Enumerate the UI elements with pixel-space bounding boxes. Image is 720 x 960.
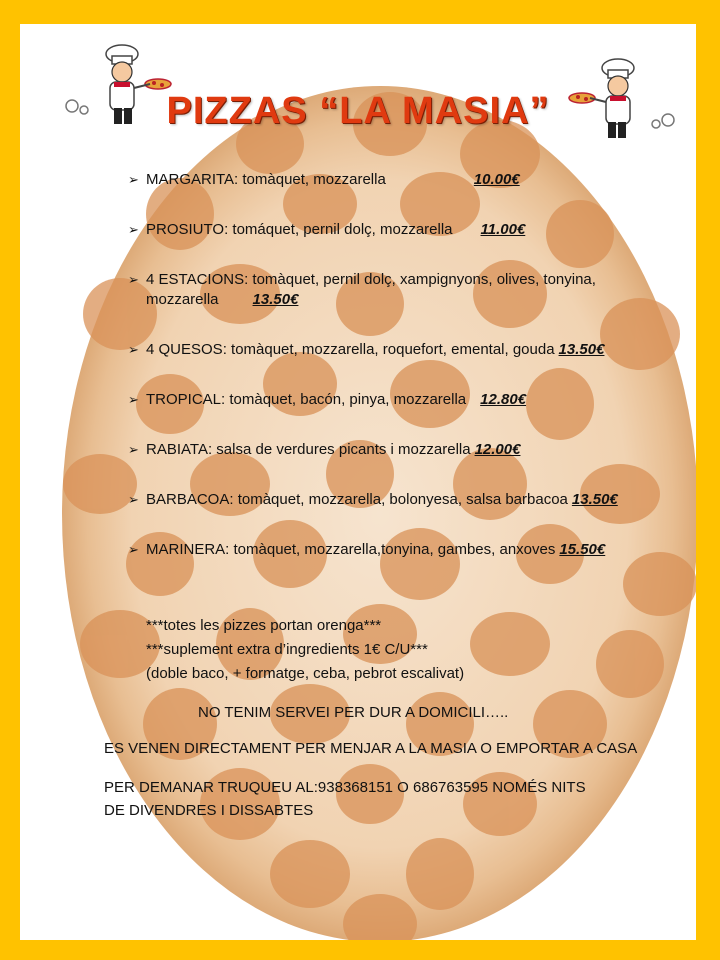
arrow-bullet-icon: ➢ [128, 442, 139, 457]
item-price: 12.00€ [474, 441, 521, 458]
pepperoni-slice [406, 838, 474, 910]
notes [146, 614, 464, 686]
menu-item [128, 440, 688, 460]
arrow-bullet-icon: ➢ [128, 542, 139, 557]
menu-item [128, 170, 688, 190]
arrow-bullet-icon: ➢ [128, 222, 139, 237]
contact-info [104, 776, 586, 822]
arrow-bullet-icon: ➢ [128, 172, 139, 187]
menu-item [128, 340, 688, 360]
note-line: ***suplement extra d’ingredients 1€ C/U*** [146, 641, 428, 658]
item-price: 13.50€ [558, 341, 605, 358]
arrow-bullet-icon: ➢ [128, 272, 139, 287]
note-line: (doble baco, + formatge, ceba, pebrot escalivat) [146, 665, 465, 682]
pepperoni-slice [596, 630, 664, 698]
pizza-menu-list [128, 170, 688, 590]
item-price: 15.50€ [559, 541, 606, 558]
arrow-bullet-icon: ➢ [128, 492, 139, 507]
arrow-bullet-icon: ➢ [128, 392, 139, 407]
item-description: MARINERA: tomàquet, mozzarella,tonyina, gambes, anxoves [146, 541, 556, 558]
note-line: ***totes les pizzes portan orenga*** [146, 617, 382, 634]
item-price: 12.80€ [480, 391, 527, 408]
no-delivery-notice: NO TENIM SERVEI PER DUR A DOMICILI….. [198, 704, 509, 721]
item-price: 10.00€ [473, 171, 520, 188]
menu-item [128, 220, 688, 240]
item-price: 11.00€ [480, 221, 526, 238]
item-description: BARBACOA: tomàquet, mozzarella, bolonyesa, salsa barbacoa [146, 491, 568, 508]
item-description: PROSIUTO: tomáquet, pernil dolç, mozzarella [146, 221, 453, 238]
menu-item [128, 540, 688, 560]
item-description: TROPICAL: tomàquet, bacón, pinya, mozzarella [146, 391, 467, 408]
sales-notice: ES VENEN DIRECTAMENT PER MENJAR A LA MASIA O EMPORTAR A CASA [104, 740, 638, 757]
item-description: 4 ESTACIONS: tomàquet, pernil dolç, xampignyons, olives, tonyina, mozzarella [146, 271, 596, 308]
page-title: PIZZAS “LA MASIA” [166, 90, 550, 132]
pepperoni-slice [470, 612, 550, 676]
item-description: 4 QUESOS: tomàquet, mozzarella, roquefort, emental, gouda [146, 341, 555, 358]
menu-item [128, 390, 688, 410]
contact-line: PER DEMANAR TRUQUEU AL:938368151 O 686763595 NOMÉS NITS [104, 779, 586, 796]
menu-item [128, 490, 688, 510]
contact-line: DE DIVENDRES I DISSABTES [104, 802, 314, 819]
pepperoni-slice [63, 454, 137, 514]
menu-item [128, 270, 688, 310]
arrow-bullet-icon: ➢ [128, 342, 139, 357]
item-price: 13.50€ [571, 491, 618, 508]
item-price: 13.50€ [252, 291, 299, 308]
item-description: RABIATA: salsa de verdures picants i mozzarella [146, 441, 471, 458]
item-description: MARGARITA: tomàquet, mozzarella [146, 171, 386, 188]
pepperoni-slice [270, 840, 350, 908]
